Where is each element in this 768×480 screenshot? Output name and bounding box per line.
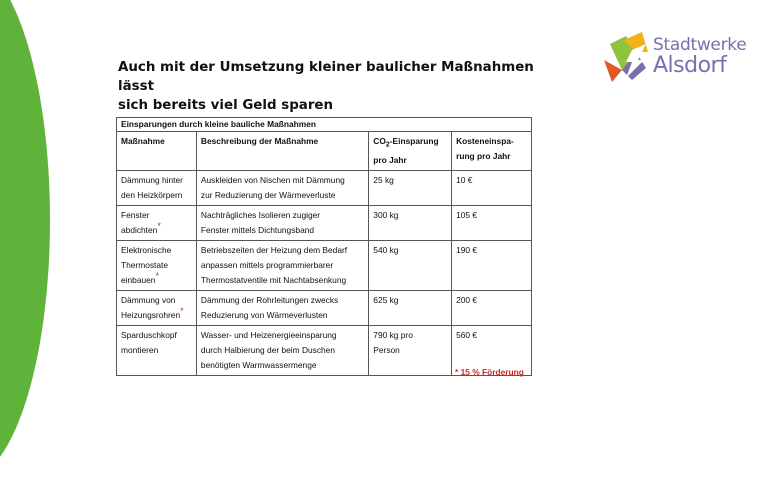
header-description: Beschreibung der Maßnahme xyxy=(196,132,368,171)
cell-cost: 190 € xyxy=(452,240,532,290)
cell-measure: Elektronische Thermostate einbauen* xyxy=(117,240,197,290)
green-arc-decoration xyxy=(0,0,50,480)
logo-text-stadtwerke: Stadtwerke xyxy=(653,35,747,55)
header-cost: Kosteneinspa- rung pro Jahr xyxy=(452,132,532,171)
table-row xyxy=(117,205,532,240)
slide-headline xyxy=(118,58,558,115)
table-row xyxy=(117,170,532,205)
cell-description: Wasser- und Heizenergieeinsparung durch Halbierung der beim Duschen benötigten Warmwassermenge xyxy=(196,325,368,375)
cell-co2: 625 kg xyxy=(369,290,452,325)
table-caption-row xyxy=(117,118,532,132)
cell-cost: 10 € xyxy=(452,170,532,205)
cell-co2: 300 kg xyxy=(369,205,452,240)
funding-footnote: * 15 % Förderung xyxy=(455,367,524,377)
table-header-row xyxy=(117,132,532,171)
cell-description: Dämmung der Rohrleitungen zwecks Reduzierung von Wärmeverlusten xyxy=(196,290,368,325)
header-co2: $CO_2$-Einsparung pro Jahr xyxy=(369,132,452,171)
cell-measure: Fenster abdichten* xyxy=(117,205,197,240)
cell-co2: 540 kg xyxy=(369,240,452,290)
table-row xyxy=(117,290,532,325)
cell-description: Betriebszeiten der Heizung dem Bedarf anpassen mittels programmierbarer Thermostatventile mit Nachtabsenkung xyxy=(196,240,368,290)
cell-co2: 25 kg xyxy=(369,170,452,205)
header-measure: Maßnahme xyxy=(117,132,197,171)
cell-description: Auskleiden von Nischen mit Dämmung zur Reduzierung der Wärmeverluste xyxy=(196,170,368,205)
cell-cost: 560 € xyxy=(452,325,532,375)
cell-measure: Dämmung von Heizungsrohren* xyxy=(117,290,197,325)
cell-cost: 105 € xyxy=(452,205,532,240)
cell-description: Nachträgliches Isolieren zugiger Fenster mittels Dichtungsband xyxy=(196,205,368,240)
cell-measure: Dämmung hinter den Heizkörpern xyxy=(117,170,197,205)
cell-measure: Sparduschkopf montieren xyxy=(117,325,197,375)
table-caption: Einsparungen durch kleine bauliche Maßnahmen xyxy=(117,118,532,132)
headline-line-1: Auch mit der Umsetzung kleiner baulicher Maßnahmen lässt xyxy=(118,60,534,94)
funding-star: * xyxy=(157,220,161,231)
logo-text-alsdorf: Alsdorf xyxy=(653,53,727,78)
headline-line-2: sich bereits viel Geld sparen xyxy=(118,98,334,113)
savings-table xyxy=(116,117,532,376)
cell-cost: 200 € xyxy=(452,290,532,325)
table-row xyxy=(117,240,532,290)
funding-star: * xyxy=(180,305,184,316)
cell-co2: 790 kg pro Person xyxy=(369,325,452,375)
funding-star: * xyxy=(155,270,159,281)
